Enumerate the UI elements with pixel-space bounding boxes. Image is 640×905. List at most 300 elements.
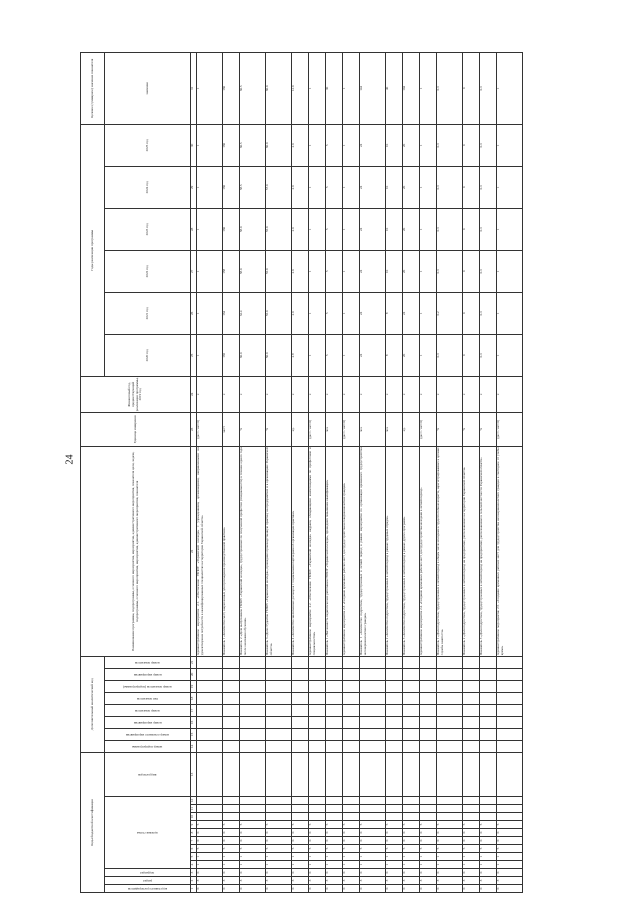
kbk-code-cell bbox=[420, 813, 437, 821]
year-value-cell: 10 bbox=[386, 208, 403, 250]
kbk-code-cell bbox=[497, 805, 523, 813]
kbk-code-cell bbox=[223, 797, 240, 805]
column-number-cell: 2 bbox=[191, 877, 197, 885]
analytic-code-cell bbox=[480, 692, 497, 704]
kbk-code-cell bbox=[197, 797, 223, 805]
analytic-code-cell bbox=[437, 740, 463, 752]
indicator-row bbox=[223, 52, 240, 892]
analytic-code-cell bbox=[309, 668, 326, 680]
year-value-cell: 166 bbox=[223, 334, 240, 376]
kbk-code-cell: 0 bbox=[403, 885, 420, 893]
year-value-cell: 0.3 bbox=[437, 166, 463, 208]
analytic-code-cell bbox=[266, 740, 292, 752]
indicator-row bbox=[292, 52, 309, 892]
kbk-code-cell bbox=[463, 813, 480, 821]
column-number-cell: 16 bbox=[191, 716, 197, 728]
expense-type-cell bbox=[309, 752, 326, 796]
kbk-code-cell: 0 bbox=[240, 837, 266, 845]
year-value-cell: 0 bbox=[463, 292, 480, 334]
analytic-code-cell bbox=[437, 704, 463, 716]
unit-cell: % bbox=[480, 412, 497, 446]
kbk-code-cell bbox=[360, 805, 386, 813]
kbk-code-cell: 1 bbox=[403, 861, 420, 869]
indicator-row bbox=[386, 52, 403, 892]
analytic-code-cell bbox=[463, 680, 480, 692]
year-value-cell: 55.0 bbox=[266, 250, 292, 292]
year-value-cell: 2.0 bbox=[292, 250, 309, 292]
kbk-code-cell: 1 bbox=[480, 853, 497, 861]
year-value-cell: 1 bbox=[309, 292, 326, 334]
kbk-code-cell bbox=[292, 805, 309, 813]
kbk-code-cell: 5 bbox=[480, 821, 497, 829]
kbk-code-cell: 1 bbox=[309, 861, 326, 869]
kbk-code-cell: 1 bbox=[360, 861, 386, 869]
kbk-code-cell: 1 bbox=[497, 861, 523, 869]
unit-cell: (да=1 / нет=0) bbox=[420, 412, 437, 446]
program-indicators-table-wrapper bbox=[80, 58, 640, 893]
year-value-cell: 24 bbox=[403, 292, 420, 334]
kbk-group-header: Коды бюджетной классификации bbox=[81, 752, 105, 892]
expense-type-cell bbox=[197, 752, 223, 796]
year-value-cell: 160 bbox=[223, 166, 240, 208]
analytic-code-cell bbox=[463, 656, 480, 668]
kbk-code-cell: 5 bbox=[463, 845, 480, 853]
kbk-code-cell: 0 bbox=[386, 869, 403, 877]
kbk-code-cell: 5 bbox=[309, 821, 326, 829]
analytic-code-cell bbox=[420, 716, 437, 728]
final-value-cell: 60.0 bbox=[266, 52, 292, 124]
kbk-code-cell: 0 bbox=[309, 869, 326, 877]
final-value-cell: 1 bbox=[309, 52, 326, 124]
analytic-code-cell bbox=[360, 740, 386, 752]
analytic-code-cell bbox=[266, 692, 292, 704]
analytic-code-cell bbox=[386, 716, 403, 728]
kbk-code-cell: 0 bbox=[266, 885, 292, 893]
kbk-code-cell: 0 bbox=[240, 869, 266, 877]
kbk-code-cell bbox=[266, 797, 292, 805]
kbk-code-cell: 0 bbox=[497, 885, 523, 893]
unit-cell: % bbox=[240, 412, 266, 446]
kbk-code-cell bbox=[343, 813, 360, 821]
year-value-cell: 58.5 bbox=[240, 166, 266, 208]
year-value-cell: 24 bbox=[360, 250, 386, 292]
analytic-code-cell bbox=[480, 680, 497, 692]
year-value-cell: 1 bbox=[343, 124, 360, 166]
analytic-code-cell bbox=[326, 680, 343, 692]
kbk-code-cell: 3 bbox=[197, 877, 223, 885]
analytic-col-header: номер показателя bbox=[105, 656, 191, 668]
years-group-header: Годы реализации программы bbox=[81, 124, 105, 376]
column-number-cell: 29 bbox=[191, 166, 197, 208]
year-value-cell: 1 bbox=[197, 334, 223, 376]
final-value-cell: 1 bbox=[343, 52, 360, 124]
column-number-cell: 14 bbox=[191, 740, 197, 752]
column-number-cell: 21 bbox=[191, 656, 197, 668]
kbk-code-cell bbox=[266, 813, 292, 821]
final-value-cell: 104 bbox=[403, 52, 420, 124]
analytic-code-cell bbox=[240, 656, 266, 668]
year-value-cell: 1 bbox=[197, 124, 223, 166]
final-value-cell: 60.5 bbox=[240, 52, 266, 124]
analytic-code-cell bbox=[197, 692, 223, 704]
base-year-cell: х bbox=[309, 376, 326, 412]
analytic-code-cell bbox=[197, 728, 223, 740]
unit-cell: ед. bbox=[403, 412, 420, 446]
analytic-code-cell bbox=[197, 668, 223, 680]
analytic-code-cell bbox=[437, 656, 463, 668]
year-value-cell: 20 bbox=[403, 124, 420, 166]
analytic-code-cell bbox=[223, 740, 240, 752]
year-value-cell: 0 bbox=[463, 166, 480, 208]
year-value-cell: 1 bbox=[343, 292, 360, 334]
kbk-code-cell: 1 bbox=[463, 853, 480, 861]
final-value-cell: 12.0 bbox=[292, 52, 309, 124]
year-value-cell: 0 bbox=[463, 208, 480, 250]
kbk-code-cell: 5 bbox=[386, 845, 403, 853]
analytic-code-cell bbox=[343, 680, 360, 692]
unit-cell: (да=1 / нет=0) bbox=[497, 412, 523, 446]
kbk-code-cell bbox=[326, 813, 343, 821]
kbk-code-cell bbox=[437, 797, 463, 805]
kbk-code-cell: 1 bbox=[360, 853, 386, 861]
kbk-code-cell: 1 bbox=[292, 853, 309, 861]
final-value-cell: 0 bbox=[463, 52, 480, 124]
analytic-code-cell bbox=[292, 728, 309, 740]
base-year-cell: х bbox=[480, 376, 497, 412]
analytic-code-cell bbox=[497, 740, 523, 752]
year-value-cell: 10 bbox=[386, 250, 403, 292]
analytic-code-cell bbox=[309, 680, 326, 692]
kbk-code-cell bbox=[223, 813, 240, 821]
kbk-code-cell: 0 bbox=[343, 837, 360, 845]
analytic-code-cell bbox=[326, 716, 343, 728]
indicator-name-cell: Административное мероприятие 2.2. «Обеспечение ГБПОУ «Украинский колледж» кадрами, обладающими компетенциями по профессиям и специальностям» bbox=[309, 446, 326, 656]
kbk-code-cell: 0 bbox=[437, 885, 463, 893]
kbk-code-cell bbox=[420, 797, 437, 805]
year-value-cell: 1 bbox=[497, 292, 523, 334]
year-value-cell: 0.3 bbox=[480, 166, 497, 208]
analytic-code-cell bbox=[403, 740, 420, 752]
final-value-cell: 1 bbox=[420, 52, 437, 124]
analytic-code-cell bbox=[223, 656, 240, 668]
kbk-code-cell: 0 bbox=[197, 837, 223, 845]
kbk-code-cell: 0 bbox=[292, 869, 309, 877]
year-value-cell: 24 bbox=[360, 208, 386, 250]
kbk-code-cell: 1 bbox=[309, 853, 326, 861]
indicator-row bbox=[420, 52, 437, 892]
kbk-code-cell: 5 bbox=[197, 845, 223, 853]
analytic-code-cell bbox=[292, 704, 309, 716]
analytic-code-cell bbox=[292, 680, 309, 692]
year-value-cell: 0.2 bbox=[437, 292, 463, 334]
analytic-col-header: номер показателя (подпрограммы) bbox=[105, 680, 191, 692]
kbk-code-cell: 5 bbox=[326, 821, 343, 829]
unit-cell: % bbox=[437, 412, 463, 446]
kbk-code-cell: 3 bbox=[223, 877, 240, 885]
base-year-cell: х bbox=[360, 376, 386, 412]
analytic-code-cell bbox=[463, 692, 480, 704]
kbk-code-cell bbox=[223, 805, 240, 813]
base-year-cell: х bbox=[266, 376, 292, 412]
column-number-cell: 28 bbox=[191, 208, 197, 250]
analytic-code-cell bbox=[197, 716, 223, 728]
kbk-code-cell: 5 bbox=[343, 845, 360, 853]
analytic-code-cell bbox=[420, 692, 437, 704]
year-value-cell: 1 bbox=[197, 292, 223, 334]
kbk-code-cell: 1 bbox=[326, 853, 343, 861]
analytic-code-cell bbox=[292, 656, 309, 668]
kbk-code-cell bbox=[343, 805, 360, 813]
year-value-cell: 55.0 bbox=[266, 292, 292, 334]
analytic-code-cell bbox=[266, 656, 292, 668]
expense-type-cell bbox=[386, 752, 403, 796]
kbk-code-cell: 5 bbox=[360, 845, 386, 853]
kbk-code-cell: 5 bbox=[343, 821, 360, 829]
kbk-code-cell bbox=[497, 813, 523, 821]
kbk-code-cell: 1 bbox=[223, 853, 240, 861]
analytic-code-cell bbox=[463, 704, 480, 716]
year-value-cell: 24 bbox=[360, 292, 386, 334]
unit-cell: чел. bbox=[326, 412, 343, 446]
kbk-code-cell: 0 bbox=[420, 885, 437, 893]
indicator-row bbox=[360, 52, 386, 892]
kbk-code-cell bbox=[480, 813, 497, 821]
indicator-name-cell: Показатель 2 «Доля выпускников ГБПОУ «Украинский колледж», трудоустроенных по полученной профессии (специальности) в течение одного года после окончания обучения» bbox=[240, 446, 266, 656]
year-header: 2023 год bbox=[105, 208, 191, 250]
analytic-code-cell bbox=[360, 656, 386, 668]
column-number-cell: 15 bbox=[191, 728, 197, 740]
indicator-name-cell: Показатель 2 «Доля подростков, трудоустроенных в летний период на предприятиях, расположенных на территории Украинской области» bbox=[463, 446, 480, 656]
name-column-header: Наименование программы, подпрограммы, основного мероприятия, мероприятия, административного мероприятия, показателя цели, задачи, подпрограммы, основного мероприятия, мероприятия, административного мероприятия, показателя bbox=[81, 446, 191, 656]
kbk-code-cell: 0 bbox=[480, 869, 497, 877]
kbk-code-cell: 0 bbox=[266, 837, 292, 845]
analytic-code-cell bbox=[343, 656, 360, 668]
column-number-cell: 22 bbox=[191, 446, 197, 656]
final-value-cell: 1 bbox=[197, 52, 223, 124]
year-value-cell: 1 bbox=[197, 208, 223, 250]
unit-cell: (да=1 / нет=0) bbox=[343, 412, 360, 446]
analytic-code-cell bbox=[497, 728, 523, 740]
kbk-code-cell: 0 bbox=[326, 885, 343, 893]
indicator-name-cell: Показатель 1 «Доля подростков, трудоустроенных в летний период в общем числе молодежи в трудоспособном возрасте, зарегистрированных в органах службы занятости» bbox=[437, 446, 463, 656]
kbk-code-cell: 0 bbox=[343, 885, 360, 893]
expense-type-cell bbox=[326, 752, 343, 796]
year-value-cell: 20 bbox=[403, 250, 420, 292]
indicator-name-cell: Показатель 1 «Количество мест, закрепленных для прохождения производственной практики» bbox=[223, 446, 240, 656]
column-number-cell: 12 bbox=[191, 797, 197, 805]
analytic-code-cell bbox=[266, 680, 292, 692]
analytic-code-cell bbox=[420, 740, 437, 752]
column-number-cell: 18 bbox=[191, 692, 197, 704]
kbk-code-cell: 0 bbox=[463, 837, 480, 845]
analytic-code-cell bbox=[360, 680, 386, 692]
year-value-cell: 57.0 bbox=[266, 166, 292, 208]
kbk-code-cell: 5 bbox=[223, 845, 240, 853]
analytic-code-cell bbox=[420, 668, 437, 680]
analytic-code-cell bbox=[386, 692, 403, 704]
analytic-code-cell bbox=[497, 668, 523, 680]
kbk-code-cell: 1 bbox=[197, 853, 223, 861]
unit-column-header: Единица измерения bbox=[81, 412, 191, 446]
kbk-code-cell bbox=[480, 805, 497, 813]
indicator-name-cell: Административное мероприятие 2.5. «Создание временных рабочих мест для трудоустройства несовершеннолетних граждан в свободное от учебы время» bbox=[497, 446, 523, 656]
analytic-code-cell bbox=[240, 692, 266, 704]
indicator-name-cell: Показатель 3 «Доля студентов ГБПОУ «Украинский колледж», прошедших производственную практику на предприятиях и в организациях Украинской области» bbox=[266, 446, 292, 656]
indicator-row bbox=[437, 52, 463, 892]
analytic-code-cell bbox=[437, 668, 463, 680]
year-header: 2021 год bbox=[105, 292, 191, 334]
indicator-name-cell: Административное мероприятие 2.3. «Создание временных рабочих мест для трудоустройства несовершеннолетних граждан» bbox=[343, 446, 360, 656]
kbk-code-cell: 5 bbox=[326, 845, 343, 853]
year-value-cell: 1 bbox=[420, 250, 437, 292]
final-value-cell: 0.3 bbox=[480, 52, 497, 124]
page-number: 24 bbox=[64, 454, 76, 465]
analytic-code-cell bbox=[309, 728, 326, 740]
year-value-cell: 1 bbox=[420, 166, 437, 208]
year-value-cell: 5 bbox=[326, 250, 343, 292]
kbk-code-cell: 3 bbox=[403, 877, 420, 885]
column-number-cell: 25 bbox=[191, 334, 197, 376]
kbk-code-cell bbox=[360, 813, 386, 821]
indicator-row bbox=[463, 52, 480, 892]
kbk-code-cell: 0 bbox=[437, 869, 463, 877]
analytic-code-cell bbox=[403, 728, 420, 740]
analytic-code-cell bbox=[343, 740, 360, 752]
indicator-name-cell: Показатель 2 «Количество подростков, трудоустроенных в летний период в рамках трудовых отрядов» bbox=[386, 446, 403, 656]
year-value-cell: 20 bbox=[403, 208, 420, 250]
year-value-cell: 0.3 bbox=[437, 334, 463, 376]
kbk-code-cell: 0 bbox=[480, 885, 497, 893]
analytic-code-cell bbox=[480, 728, 497, 740]
analytic-code-cell bbox=[437, 716, 463, 728]
analytic-code-cell bbox=[343, 728, 360, 740]
year-value-cell: 24 bbox=[360, 166, 386, 208]
kbk-code-cell: 0 bbox=[240, 829, 266, 837]
analytic-code-cell bbox=[197, 680, 223, 692]
analytic-code-cell bbox=[292, 740, 309, 752]
year-value-cell: 0 bbox=[463, 124, 480, 166]
kbk-code-cell: 1 bbox=[240, 853, 266, 861]
unit-cell: % bbox=[266, 412, 292, 446]
expense-type-cell bbox=[292, 752, 309, 796]
kbk-code-cell: 0 bbox=[326, 837, 343, 845]
analytic-code-cell bbox=[480, 668, 497, 680]
kbk-code-cell: 0 bbox=[343, 829, 360, 837]
indicator-name-cell: Административное мероприятие 2.4. «Создание временных рабочих мест для трудоустройства молодежи в летний период» bbox=[420, 446, 437, 656]
analytic-code-cell bbox=[420, 728, 437, 740]
kbk-code-cell: 0 bbox=[326, 869, 343, 877]
year-value-cell: 20 bbox=[403, 334, 420, 376]
expense-type-cell bbox=[420, 752, 437, 796]
analytic-code-cell bbox=[266, 716, 292, 728]
analytic-code-cell bbox=[386, 728, 403, 740]
kbk-code-cell: 0 bbox=[420, 837, 437, 845]
year-value-cell: 0.3 bbox=[480, 292, 497, 334]
column-number-cell: 11 bbox=[191, 805, 197, 813]
kbk-code-cell: 3 bbox=[360, 877, 386, 885]
kbk-code-cell: 0 bbox=[326, 829, 343, 837]
analytic-code-cell bbox=[240, 680, 266, 692]
kbk-code-cell: 5 bbox=[240, 845, 266, 853]
final-value-cell: 0.3 bbox=[437, 52, 463, 124]
analytic-col-header: номер мероприятия bbox=[105, 668, 191, 680]
year-value-cell: 160 bbox=[223, 124, 240, 166]
kbk-code-cell: 3 bbox=[420, 877, 437, 885]
year-value-cell: 0.3 bbox=[437, 250, 463, 292]
analytic-code-cell bbox=[437, 680, 463, 692]
year-value-cell: 8 bbox=[386, 292, 403, 334]
year-value-cell: 1 bbox=[197, 250, 223, 292]
kbk-code-cell: 0 bbox=[386, 837, 403, 845]
analytic-code-cell bbox=[386, 668, 403, 680]
analytic-code-cell bbox=[480, 740, 497, 752]
kbk-code-cell: 0 bbox=[292, 885, 309, 893]
kbk-code-cell: 0 bbox=[240, 885, 266, 893]
analytic-code-cell bbox=[403, 692, 420, 704]
analytic-code-cell bbox=[386, 656, 403, 668]
column-number-cell: 30 bbox=[191, 124, 197, 166]
kbk-code-cell bbox=[437, 813, 463, 821]
kbk-code-cell: 1 bbox=[420, 853, 437, 861]
kbk-code-cell: 3 bbox=[266, 877, 292, 885]
analytic-code-cell bbox=[266, 668, 292, 680]
year-value-cell: 10 bbox=[386, 166, 403, 208]
kbk-code-cell: 0 bbox=[360, 837, 386, 845]
analytic-code-cell bbox=[326, 740, 343, 752]
kbk-col-header: код главного распорядителя bbox=[105, 885, 191, 893]
analytic-code-cell bbox=[240, 704, 266, 716]
kbk-code-cell: 0 bbox=[292, 837, 309, 845]
kbk-col-header: целевая статья bbox=[105, 797, 191, 869]
kbk-code-cell bbox=[386, 813, 403, 821]
column-number-cell: 9 bbox=[191, 821, 197, 829]
kbk-code-cell: 3 bbox=[326, 877, 343, 885]
indicator-row bbox=[240, 52, 266, 892]
year-value-cell: 1 bbox=[497, 250, 523, 292]
year-value-cell: 1 bbox=[309, 166, 326, 208]
indicator-name-cell: Показатель 1 «Количество подростков, трудоустроенных в летний период в рамках мероприятия по организации временного трудоустройства несовершеннолетних граждан» bbox=[360, 446, 386, 656]
kbk-code-cell: 5 bbox=[403, 845, 420, 853]
year-header: 2020 год bbox=[105, 334, 191, 376]
analytic-code-cell bbox=[463, 740, 480, 752]
kbk-code-cell: 0 bbox=[386, 829, 403, 837]
kbk-code-cell: 5 bbox=[223, 821, 240, 829]
kbk-code-cell: 1 bbox=[292, 861, 309, 869]
indicator-name-cell: Показатель 3 «Доля подростков, трудоустроенных в летний период на предприятиях, расположенных в сельской местности Украинской области» bbox=[480, 446, 497, 656]
year-value-cell: 1 bbox=[309, 208, 326, 250]
analytic-code-cell bbox=[309, 704, 326, 716]
kbk-code-cell: 1 bbox=[197, 861, 223, 869]
kbk-code-cell: 1 bbox=[497, 853, 523, 861]
kbk-code-cell: 5 bbox=[497, 821, 523, 829]
kbk-code-cell: 0 bbox=[360, 869, 386, 877]
analytic-code-cell bbox=[240, 668, 266, 680]
year-value-cell: 58.0 bbox=[240, 250, 266, 292]
kbk-code-cell: 3 bbox=[292, 877, 309, 885]
analytic-code-cell bbox=[463, 716, 480, 728]
year-value-cell: 0.3 bbox=[480, 334, 497, 376]
base-year-column-header: Финансовый год, предшествующий реализации программы, 2019 год bbox=[81, 376, 191, 412]
year-value-cell: 164 bbox=[223, 292, 240, 334]
kbk-code-cell bbox=[326, 797, 343, 805]
base-year-cell: х bbox=[420, 376, 437, 412]
kbk-code-cell: 3 bbox=[480, 877, 497, 885]
kbk-code-cell: 5 bbox=[437, 821, 463, 829]
kbk-code-cell: 1 bbox=[326, 861, 343, 869]
year-value-cell: 1 bbox=[497, 334, 523, 376]
kbk-code-cell: 3 bbox=[497, 877, 523, 885]
analytic-code-cell bbox=[326, 668, 343, 680]
